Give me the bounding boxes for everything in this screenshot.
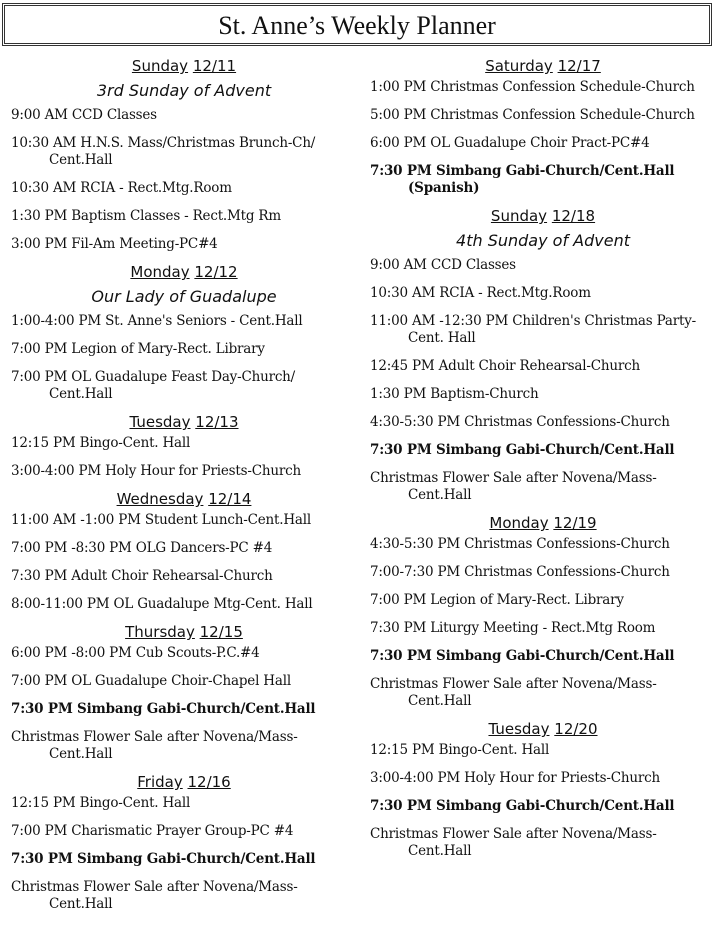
day-heading bbox=[11, 262, 357, 282]
day-date: 12/20 bbox=[554, 720, 598, 738]
event-item: 1:30 PM Baptism-Church bbox=[370, 386, 539, 402]
event-item: 7:30 PM Liturgy Meeting - Rect.Mtg Room bbox=[370, 620, 656, 636]
day-name: Tuesday bbox=[129, 413, 191, 431]
day-section bbox=[370, 56, 716, 197]
day-date: 12/16 bbox=[187, 773, 231, 791]
day-name: Saturday bbox=[485, 57, 553, 75]
day-section bbox=[370, 513, 716, 710]
event-item: 7:30 PM Simbang Gabi-Church/Cent.Hall bbox=[370, 442, 675, 458]
day-name: Monday bbox=[130, 263, 190, 281]
event-item: 8:00-11:00 PM OL Guadalupe Mtg-Cent. Hall bbox=[11, 596, 313, 612]
event-item: 7:30 PM Simbang Gabi-Church/Cent.Hall bbox=[11, 701, 316, 717]
event-item: 10:30 AM RCIA - Rect.Mtg.Room bbox=[11, 180, 232, 196]
event-item: Christmas Flower Sale after Novena/Mass-Cent.Hall bbox=[370, 470, 657, 503]
event-item: 4:30-5:30 PM Christmas Confessions-Church bbox=[370, 414, 670, 430]
day-heading bbox=[370, 206, 716, 226]
day-heading bbox=[370, 56, 716, 76]
day-section bbox=[11, 772, 357, 913]
day-heading bbox=[370, 719, 716, 739]
event-item: 1:30 PM Baptism Classes - Rect.Mtg Rm bbox=[11, 208, 281, 224]
event-item: 6:00 PM OL Guadalupe Choir Pract-PC#4 bbox=[370, 135, 650, 151]
day-name: Wednesday bbox=[116, 490, 204, 508]
event-item: 7:30 PM Simbang Gabi-Church/Cent.Hall bbox=[370, 648, 675, 664]
day-section bbox=[11, 412, 357, 480]
day-section bbox=[11, 262, 357, 403]
event-item: 4:30-5:30 PM Christmas Confessions-Church bbox=[370, 536, 670, 552]
day-subtitle: 4th Sunday of Advent bbox=[456, 231, 630, 250]
event-item: 1:00 PM Christmas Confession Schedule-Church bbox=[370, 79, 695, 95]
event-item: Christmas Flower Sale after Novena/Mass-Cent.Hall bbox=[11, 879, 298, 912]
day-subtitle: 3rd Sunday of Advent bbox=[96, 81, 272, 100]
day-section bbox=[11, 56, 357, 253]
event-item: 7:00 PM -8:30 PM OLG Dancers-PC #4 bbox=[11, 540, 273, 556]
day-name: Sunday bbox=[131, 57, 189, 75]
day-date: 12/15 bbox=[199, 623, 243, 641]
event-item: Christmas Flower Sale after Novena/Mass-Cent.Hall bbox=[370, 676, 657, 709]
day-date: 12/18 bbox=[551, 207, 596, 225]
day-heading bbox=[11, 412, 357, 432]
event-item: 11:00 AM -1:00 PM Student Lunch-Cent.Hall bbox=[11, 512, 311, 528]
day-name: Sunday bbox=[490, 207, 548, 225]
left-column bbox=[11, 56, 357, 913]
event-item: 3:00-4:00 PM Holy Hour for Priests-Church bbox=[370, 770, 660, 786]
event-item: 7:30 PM Simbang Gabi-Church/Cent.Hall bbox=[370, 798, 675, 814]
event-item: 9:00 AM CCD Classes bbox=[370, 257, 516, 273]
event-item: 12:15 PM Bingo-Cent. Hall bbox=[11, 795, 191, 811]
event-item: 5:00 PM Christmas Confession Schedule-Church bbox=[370, 107, 695, 123]
page-title: St. Anne’s Weekly Planner bbox=[218, 11, 496, 40]
day-section bbox=[11, 622, 357, 763]
event-item: 7:30 PM Simbang Gabi-Church/Cent.Hall bbox=[11, 851, 316, 867]
event-item: 7:30 PM Adult Choir Rehearsal-Church bbox=[11, 568, 273, 584]
day-heading bbox=[370, 513, 716, 533]
event-item: Christmas Flower Sale after Novena/Mass-Cent.Hall bbox=[11, 729, 298, 762]
right-column bbox=[370, 56, 716, 860]
day-date: 12/19 bbox=[553, 514, 597, 532]
event-item: 7:00 PM Charismatic Prayer Group-PC #4 bbox=[11, 823, 294, 839]
event-item: Christmas Flower Sale after Novena/Mass-Cent.Hall bbox=[370, 826, 657, 859]
event-item: 3:00 PM Fil-Am Meeting-PC#4 bbox=[11, 236, 218, 252]
day-name: Friday bbox=[137, 773, 183, 791]
day-date: 12/12 bbox=[194, 263, 238, 281]
day-section bbox=[370, 719, 716, 860]
day-name: Thursday bbox=[125, 623, 195, 641]
day-date: 12/11 bbox=[192, 57, 237, 75]
day-heading bbox=[11, 489, 357, 509]
event-item: 12:15 PM Bingo-Cent. Hall bbox=[11, 435, 191, 451]
day-section bbox=[370, 206, 716, 504]
day-heading bbox=[11, 56, 357, 76]
title-box bbox=[2, 3, 712, 46]
day-name: Monday bbox=[489, 514, 549, 532]
event-item: 7:00 PM Legion of Mary-Rect. Library bbox=[11, 341, 265, 357]
day-name: Tuesday bbox=[488, 720, 550, 738]
event-item: 7:00 PM Legion of Mary-Rect. Library bbox=[370, 592, 624, 608]
event-item: 7:30 PM Simbang Gabi-Church/Cent.Hall (Spanish) bbox=[370, 163, 675, 196]
event-item: 7:00-7:30 PM Christmas Confessions-Church bbox=[370, 564, 670, 580]
event-item: 12:45 PM Adult Choir Rehearsal-Church bbox=[370, 358, 640, 374]
day-section bbox=[11, 489, 357, 613]
event-item: 12:15 PM Bingo-Cent. Hall bbox=[370, 742, 550, 758]
event-item: 10:30 AM H.N.S. Mass/Christmas Brunch-Ch/ Cent.Hall bbox=[11, 135, 316, 168]
day-date: 12/13 bbox=[195, 413, 239, 431]
event-item: 7:00 PM OL Guadalupe Choir-Chapel Hall bbox=[11, 673, 291, 689]
day-heading bbox=[11, 772, 357, 792]
day-date: 12/17 bbox=[557, 57, 601, 75]
day-subtitle: Our Lady of Guadalupe bbox=[91, 287, 277, 306]
event-item: 7:00 PM OL Guadalupe Feast Day-Church/ Cent.Hall bbox=[11, 369, 296, 402]
event-item: 11:00 AM -12:30 PM Children's Christmas Party-Cent. Hall bbox=[370, 313, 696, 346]
event-item: 1:00-4:00 PM St. Anne's Seniors - Cent.Hall bbox=[11, 313, 303, 329]
event-item: 9:00 AM CCD Classes bbox=[11, 107, 157, 123]
event-item: 10:30 AM RCIA - Rect.Mtg.Room bbox=[370, 285, 591, 301]
event-item: 6:00 PM -8:00 PM Cub Scouts-P.C.#4 bbox=[11, 645, 260, 661]
day-date: 12/14 bbox=[208, 490, 252, 508]
event-item: 3:00-4:00 PM Holy Hour for Priests-Church bbox=[11, 463, 301, 479]
day-heading bbox=[11, 622, 357, 642]
